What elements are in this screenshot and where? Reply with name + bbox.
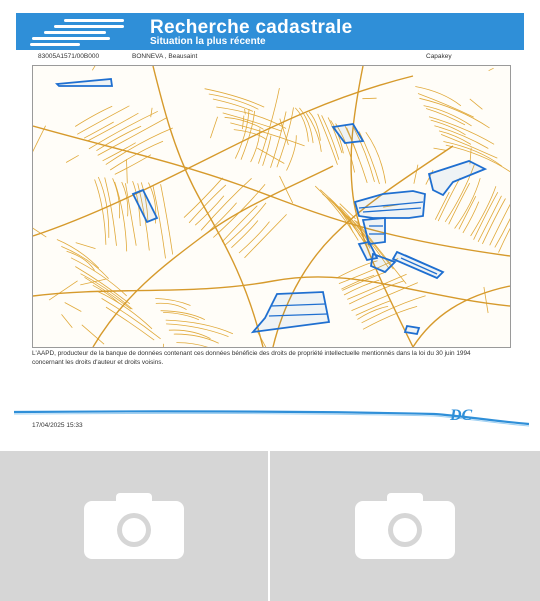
photo-thumbnails (0, 451, 540, 601)
document-subtitle: Situation la plus récente (150, 36, 266, 47)
disclaimer-text: L'AAPD, producteur de la banque de données contenant ces données bénéficie des droits de propriété intellectuelle mentionnés dans la loi du 30 juin 1994 concernant les droits d'auteur et droits voisins. (32, 350, 471, 366)
camera-icon (355, 493, 455, 559)
document-date: 17/04/2025 15:33 (32, 422, 83, 429)
parcel-location: BONNEVA , Beausaint (132, 53, 198, 60)
map-drawing (33, 66, 510, 347)
map-source: Capakey (426, 53, 452, 60)
banner-logo-lines (30, 17, 140, 47)
footer-swoosh (14, 400, 529, 430)
document-title: Recherche cadastrale (150, 17, 353, 38)
document-banner (16, 13, 524, 50)
camera-icon (84, 493, 184, 559)
cadastral-map (32, 65, 511, 348)
dc-logo: DC (450, 407, 473, 424)
parcel-id: 83005A1571/00B000 (38, 53, 100, 60)
photo-slot-2[interactable] (270, 451, 540, 601)
photo-slot-1[interactable] (0, 451, 268, 601)
